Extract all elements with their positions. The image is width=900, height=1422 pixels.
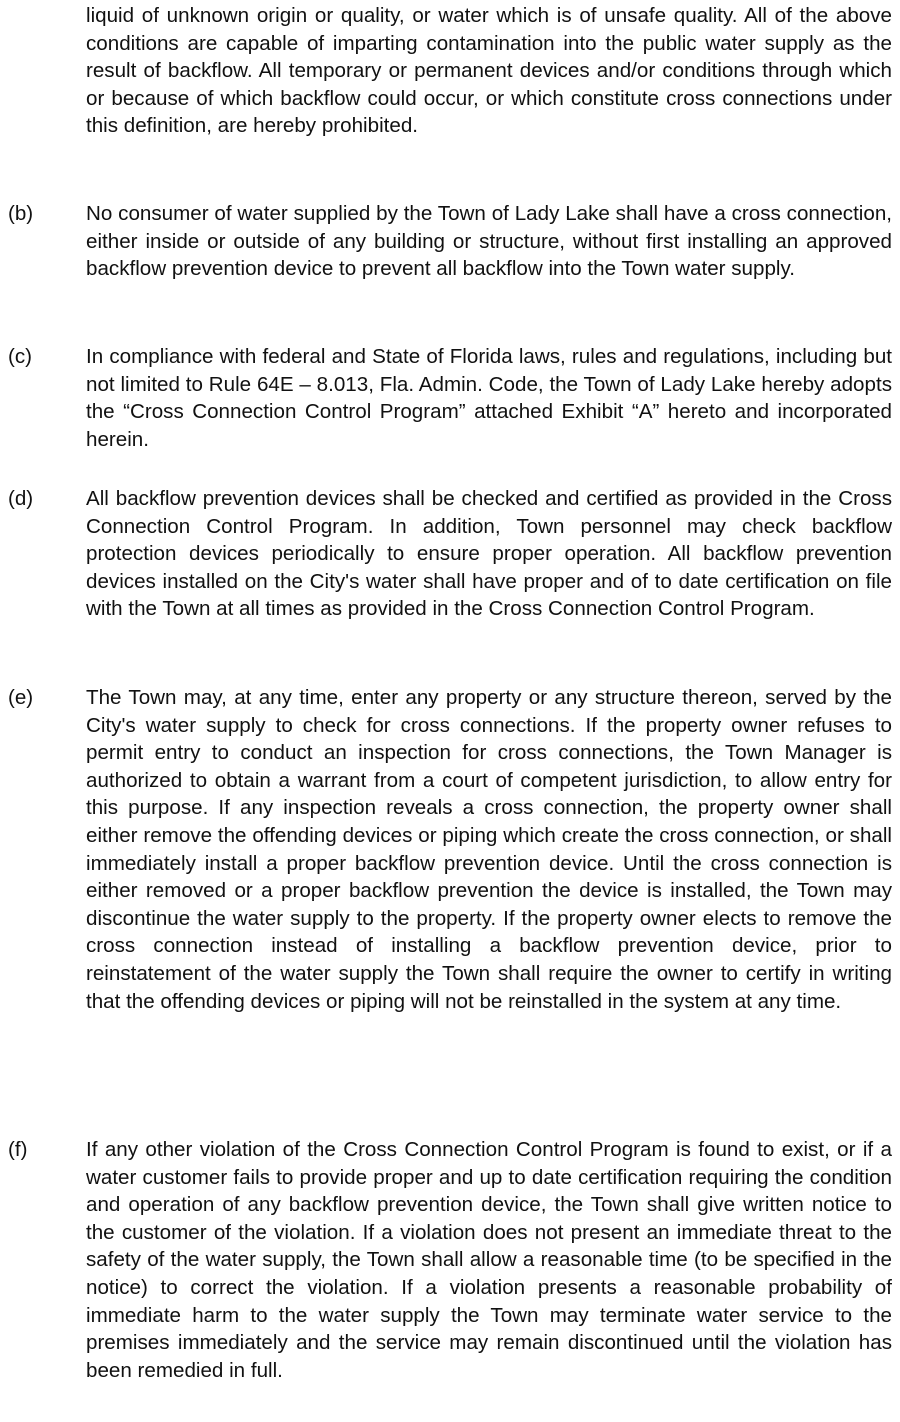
- paragraph-e: [86, 684, 892, 1015]
- paragraph-a-continued: [86, 2, 892, 140]
- paragraph-marker-f: (f): [8, 1138, 28, 1161]
- paragraph-text: The Town may, at any time, enter any property or any structure thereon, served by the City's water supply to check for cross connections. If the property owner refuses to permit entry to conduct an inspection for cross connections, the Town Manager is authorized to obtain a warrant from a court of competent jurisdiction, to allow entry for this purpose. If any inspection reveals a cross connection, the property owner shall either remove the offending devices or piping which create the cross connection, or shall immediately install a proper backflow prevention device. Until the cross connection is either removed or a proper backflow prevention the device is installed, the Town may discontinue the water supply to the property. If the property owner elects to remove the cross connection instead of installing a backflow prevention device, prior to reinstatement of the water supply the Town shall require the owner to certify in writing that the offending devices or piping will not be reinstalled in the system at any time.: [86, 686, 892, 1013]
- paragraph-text: In compliance with federal and State of Florida laws, rules and regulations, including but not limited to Rule 64E – 8.013, Fla. Admin. Code, the Town of Lady Lake hereby adopts the “Cross Connection Control Program” attached Exhibit “A” hereto and incorporated herein.: [86, 345, 892, 451]
- paragraph-text: No consumer of water supplied by the Town of Lady Lake shall have a cross connection, either inside or outside of any building or structure, without first installing an approved backflow prevention device to prevent all backflow into the Town water supply.: [86, 202, 892, 281]
- paragraph-marker-c: (c): [8, 345, 33, 368]
- paragraph-marker-e: (e): [8, 686, 34, 709]
- paragraph-text: liquid of unknown origin or quality, or water which is of unsafe quality. All of the above conditions are capable of imparting contamination into the public water supply as the result of backflow. All temporary or permanent devices and/or conditions through which or because of which backflow could occur, or which constitute cross connections under this definition, are hereby prohibited.: [86, 4, 892, 138]
- paragraph-marker-b: (b): [8, 202, 34, 225]
- paragraph-text: All backflow prevention devices shall be checked and certified as provided in the Cross Connection Control Program. In addition, Town personnel may check backflow protection devices periodically to ensure proper operation. All backflow prevention devices installed on the City's water shall have proper and of to date certification on file with the Town at all times as provided in the Cross Connection Control Program.: [86, 487, 892, 621]
- paragraph-d: [86, 485, 892, 623]
- paragraph-c: [86, 343, 892, 453]
- paragraph-b: [86, 200, 892, 283]
- paragraph-marker-d: (d): [8, 487, 34, 510]
- paragraph-text: If any other violation of the Cross Connection Control Program is found to exist, or if a water customer fails to provide proper and up to date certification requiring the condition and operation of any backflow prevention device, the Town shall give written notice to the customer of the violation. If a violation does not present an immediate threat to the safety of the water supply, the Town shall allow a reasonable time (to be specified in the notice) to correct the violation. If a violation presents a reasonable probability of immediate harm to the water supply the Town may terminate water service to the premises immediately and the service may remain discontinued until the violation has been remedied in full.: [86, 1138, 892, 1382]
- paragraph-f: [86, 1136, 892, 1384]
